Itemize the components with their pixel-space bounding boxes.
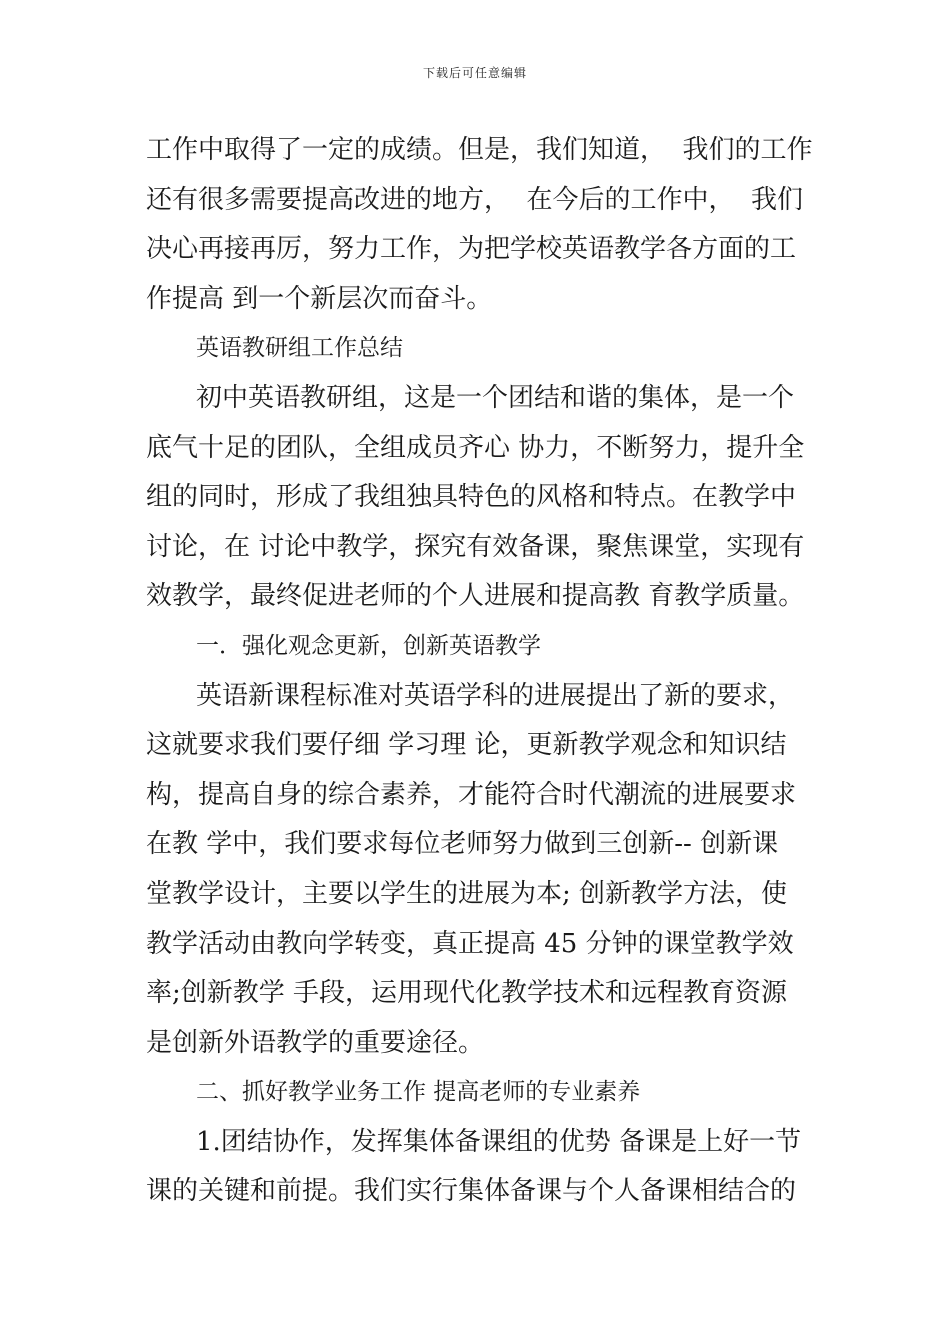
- paragraph-line: 底气十足的团队，全组成员齐心 协力，不断努力，提升全: [146, 432, 805, 463]
- paragraph-line: 是创新外语教学的重要途径。: [146, 1027, 485, 1058]
- section-heading: 英语教研组工作总结: [196, 335, 403, 362]
- paragraph-line: 组的同时，形成了我组独具特色的风格和特点。在教学中: [146, 482, 797, 513]
- section-heading: 一．强化观念更新，创新英语教学: [196, 632, 541, 659]
- page-header: 下载后可任意编辑: [422, 66, 527, 80]
- paragraph-line: 讨论，在 讨论中教学，探究有效备课，聚焦课堂，实现有: [146, 531, 805, 562]
- paragraph-line: 1.团结协作，发挥集体备课组的优势 备课是上好一节: [196, 1126, 802, 1157]
- paragraph-line: 英语新课程标准对英语学科的进展提出了新的要求，: [196, 680, 795, 711]
- paragraph-line: 决心再接再厉，努力工作，为把学校英语教学各方面的工: [146, 234, 797, 265]
- section-heading: 二、抓好教学业务工作 提高老师的专业素养: [196, 1079, 641, 1106]
- paragraph-line: 堂教学设计，主要以学生的进展为本; 创新教学方法，使: [146, 878, 788, 909]
- document-body: [146, 126, 816, 1217]
- paragraph-line: 作提高 到一个新层次而奋斗。: [146, 283, 493, 314]
- paragraph-line: 构，提高自身的综合素养，才能符合时代潮流的进展要求: [146, 779, 797, 810]
- paragraph-line: 在教 学中，我们要求每位老师努力做到三创新-- 创新课: [146, 829, 779, 860]
- paragraph-line: 教学活动由教向学转变，真正提高 45 分钟的课堂教学效: [146, 928, 794, 959]
- paragraph-line: 率;创新教学 手段，运用现代化教学技术和远程教育资源: [146, 978, 788, 1009]
- paragraph-line: 初中英语教研组，这是一个团结和谐的集体，是一个: [196, 382, 795, 413]
- paragraph-line: 工作中取得了一定的成绩。但是，我们知道， 我们的工作: [146, 135, 813, 165]
- paragraph-line: 这就要求我们要仔细 学习理 论，更新教学观念和知识结: [146, 730, 787, 761]
- paragraph-line: 还有很多需要提高改进的地方， 在今后的工作中， 我们: [146, 184, 804, 215]
- paragraph-line: 效教学，最终促进老师的个人进展和提高教 育教学质量。: [146, 581, 805, 612]
- paragraph-line: 课的关键和前提。我们实行集体备课与个人备课相结合的: [146, 1176, 797, 1207]
